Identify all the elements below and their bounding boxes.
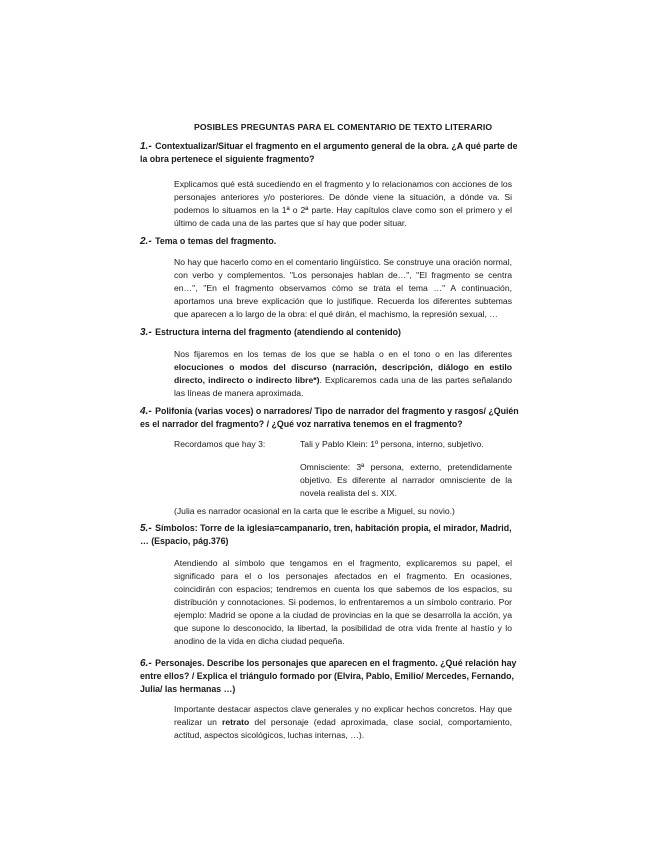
question-1 <box>140 140 520 166</box>
question-5-text: Símbolos: Torre de la iglesia=campanario, tren, habitación propia, el mirador, Madrid, … (Espacio, pág.376) <box>140 523 512 546</box>
document-title: POSIBLES PREGUNTAS PARA EL COMENTARIO DE TEXTO LITERARIO <box>194 122 493 132</box>
section-marker-6: 6.- <box>140 658 152 669</box>
question-2-text: Tema o temas del fragmento. <box>155 236 277 246</box>
question-3 <box>140 326 520 339</box>
answer-3-bold: elocuciones o modos del discurso (narración, descripción, diálogo en estilo directo, indirecto o indirecto libre*) <box>174 362 512 385</box>
question-4-text: Polifonía (varias voces) o narradores/ Tipo de narrador del fragmento y rasgos/ ¿Quién es el narrador del fragmento? / ¿Qué voz narrativa tenemos en el fragmento? <box>140 406 519 429</box>
question-3-text: Estructura interna del fragmento (atendiendo al contenido) <box>155 327 401 337</box>
section-marker-1: 1.- <box>140 141 152 152</box>
answer-2: No hay que hacerlo como en el comentario lingüístico. Se construye una oración normal, con verbo y complementos. "Los personajes hablan de…", "El fragmento se centra en…", "En el fragmento observamos cómo se trata el tema …" A continuación, aportamos una breve explicación que lo justifique. Recuerda los diferentes subtemas que aparecen a lo largo de la obra: el qué dirán, el machismo, la represión sexual, … <box>174 257 512 319</box>
question-2 <box>140 235 520 248</box>
narrator-note: (Julia es narrador ocasional en la carta que le escribe a Miguel, su novio.) <box>174 506 455 516</box>
narrator-first-person: Tali y Pablo Klein: 1º persona, interno, subjetivo. <box>300 439 484 449</box>
question-1-text: Contextualizar/Situar el fragmento en el argumento general de la obra. ¿A qué parte de la obra pertenece el siguiente fragmento? <box>140 141 518 164</box>
answer-1: Explicamos qué está sucediendo en el fragmento y lo relacionamos con acciones de los personajes anteriores y/o posteriores. De dónde viene la situación, a dónde va. Si podemos lo situamos en la 1ª o 2ª parte. Hay capítulos clave como son el primero y el último de cada una de las partes que sí hay que poder situar. <box>174 179 512 228</box>
section-marker-4: 4.- <box>140 406 152 417</box>
question-6-text: Personajes. Describe los personajes que aparecen en el fragmento. ¿Qué relación hay entre ellos? / Explica el triángulo formado por (Elvira, Pablo, Emilio/ Mercedes, Fernando, Julia/ las hermanas …) <box>140 658 517 694</box>
question-6 <box>140 657 520 696</box>
section-marker-2: 2.- <box>140 236 152 247</box>
section-marker-3: 3.- <box>140 327 152 338</box>
answer-6-text: Importante destacar aspectos clave generales y no explicar hechos concretos. Hay que realizar un <box>174 704 512 727</box>
answer-5: Atendiendo al símbolo que tengamos en el fragmento, explicaremos su papel, el significado para el o los personajes afectados en el fragmento. En ocasiones, coincidirán con espacios; tendremos en cuenta los que sabemos de los espacios, su distribución y connotaciones. Si podemos, lo enfrentaremos a un símbolo contrario. Por ejemplo: Madrid se opone a la ciudad de provincias en la que se desarrolla la acción, ya que supone lo desconocido, la libertad, la posibilidad de otra vida frente al hastío y lo anodino de la vida en dicha ciudad pequeña. <box>174 558 512 646</box>
answer-3-text: Nos fijaremos en los temas de los que se habla o en el tono o en las diferentes <box>174 349 512 359</box>
narrators-intro: Recordamos que hay 3: <box>174 439 266 449</box>
question-4 <box>140 405 520 431</box>
question-5 <box>140 522 520 548</box>
answer-6-bold: retrato <box>221 717 250 727</box>
answer-6-tail: del personaje (edad aproximada, clase social, comportamiento, actitud, aspectos sicológicos, luchas internas, …). <box>174 717 512 740</box>
answer-3-tail: . Explicaremos cada una de las partes señalando las líneas de manera aproximada. <box>174 375 512 398</box>
narrator-omniscient: Omnisciente: 3ª persona, externo, pretendidamente objetivo. Es diferente al narrador omnisciente de la novela realista del s. XIX. <box>300 462 512 498</box>
answer-6 <box>174 703 512 742</box>
answer-3 <box>174 348 512 400</box>
section-marker-5: 5.- <box>140 523 152 534</box>
